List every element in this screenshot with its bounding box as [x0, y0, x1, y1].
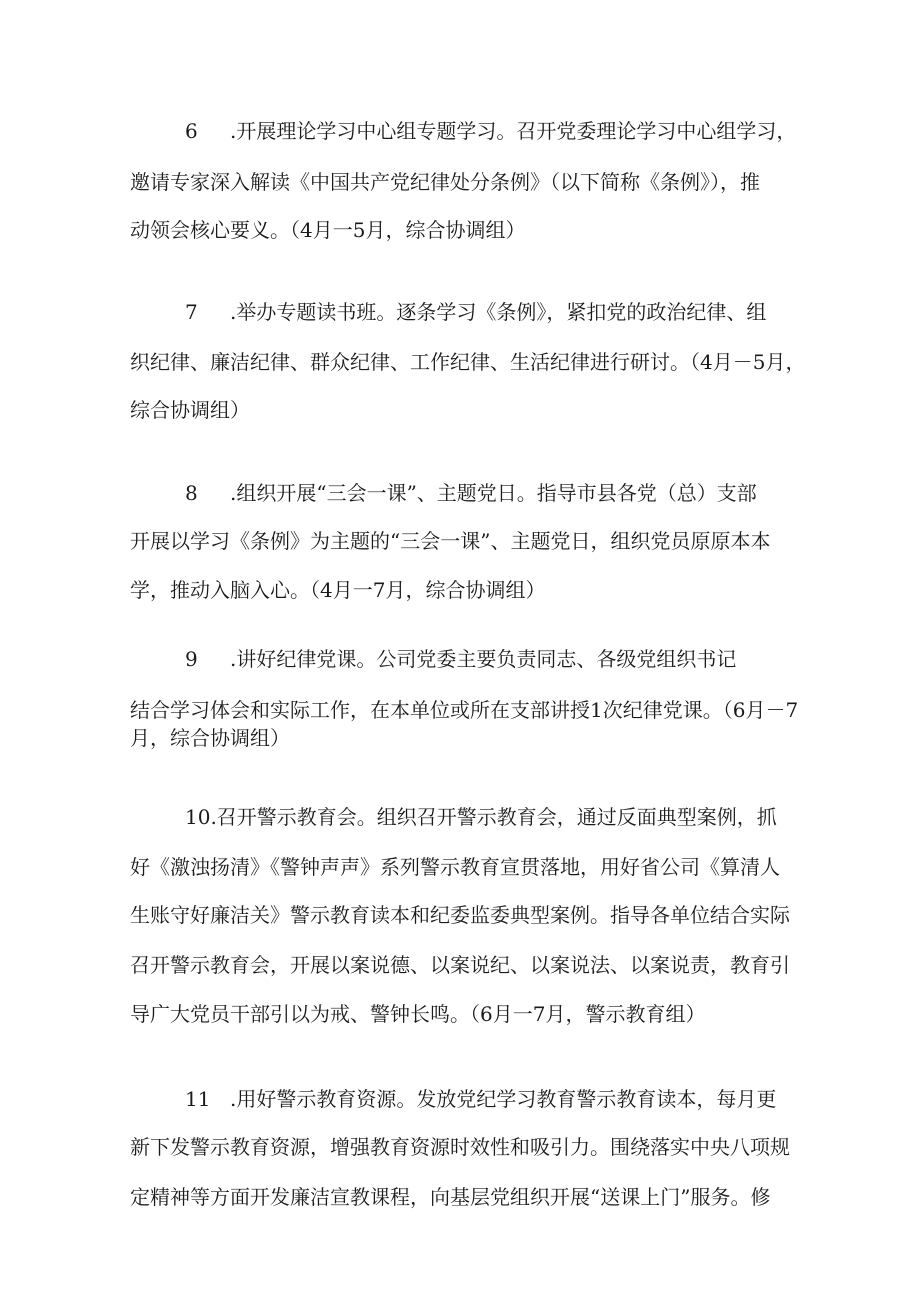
paragraph-7-line-2: 织纪律、廉洁纪律、群众纪律、工作纪律、生活纪律进行研讨。（4月－5月， [130, 350, 806, 374]
paragraph-11-line-1: .用好警示教育资源。发放党纪学习教育警示教育读本，每月更 [230, 1087, 777, 1111]
paragraph-6-number: 6 [185, 119, 198, 143]
paragraph-10-line-3: 生账守好廉洁关》警示教育读本和纪委监委典型案例。指导各单位结合实际 [130, 903, 790, 927]
paragraph-10-line-4: 召开警示教育会，开展以案说德、以案说纪、以案说法、以案说责，教育引 [130, 953, 790, 977]
paragraph-7-line-3: 综合协调组） [130, 398, 250, 422]
paragraph-10-line-1: 10.召开警示教育会。组织召开警示教育会，通过反面典型案例，抓 [185, 805, 777, 829]
paragraph-10-line-2: 好《激浊扬清》《警钟声声》系列警示教育宣贯落地，用好省公司《算清人 [130, 855, 780, 879]
paragraph-6-line-3: 动领会核心要义。（4月一5月，综合协调组） [130, 218, 526, 242]
paragraph-9-line-1: .讲好纪律党课。公司党委主要负责同志、各级党组织书记 [230, 647, 737, 671]
paragraph-6-line-2: 邀请专家深入解读《中国共产党纪律处分条例》（以下简称《条例》），推 [130, 170, 760, 194]
paragraph-9-line-2: 结合学习体会和实际工作，在本单位或所在支部讲授1次纪律党课。（6月－7 [130, 698, 799, 722]
paragraph-8-line-3: 学，推动入脑入心。（4月一7月，综合协调组） [130, 578, 546, 602]
paragraph-9-number: 9 [185, 647, 198, 671]
paragraph-7-line-1: .举办专题读书班。逐条学习《条例》，紧扣党的政治纪律、组 [230, 300, 767, 324]
paragraph-10-line-5: 导广大党员干部引以为戒、警钟长鸣。（6月一7月，警示教育组） [130, 1002, 706, 1026]
paragraph-9-line-3: 月，综合协调组） [130, 726, 290, 750]
paragraph-11-number: 11 [185, 1087, 211, 1111]
paragraph-8-line-2: 开展以学习《条例》为主题的“三会一课”、主题党日，组织党员原原本本 [130, 529, 771, 553]
paragraph-8-line-1: .组织开展“三会一课”、主题党日。指导市县各党（总）支部 [230, 481, 757, 505]
paragraph-11-line-3: 定精神等方面开发廉洁宣教课程，向基层党组织开展“送课上门”服务。修 [130, 1185, 771, 1209]
paragraph-7-number: 7 [185, 300, 198, 324]
paragraph-6-line-1: .开展理论学习中心组专题学习。召开党委理论学习中心组学习， [230, 119, 797, 143]
paragraph-8-number: 8 [185, 481, 198, 505]
paragraph-11-line-2: 新下发警示教育资源，增强教育资源时效性和吸引力。围绕落实中央八项规 [130, 1135, 790, 1159]
